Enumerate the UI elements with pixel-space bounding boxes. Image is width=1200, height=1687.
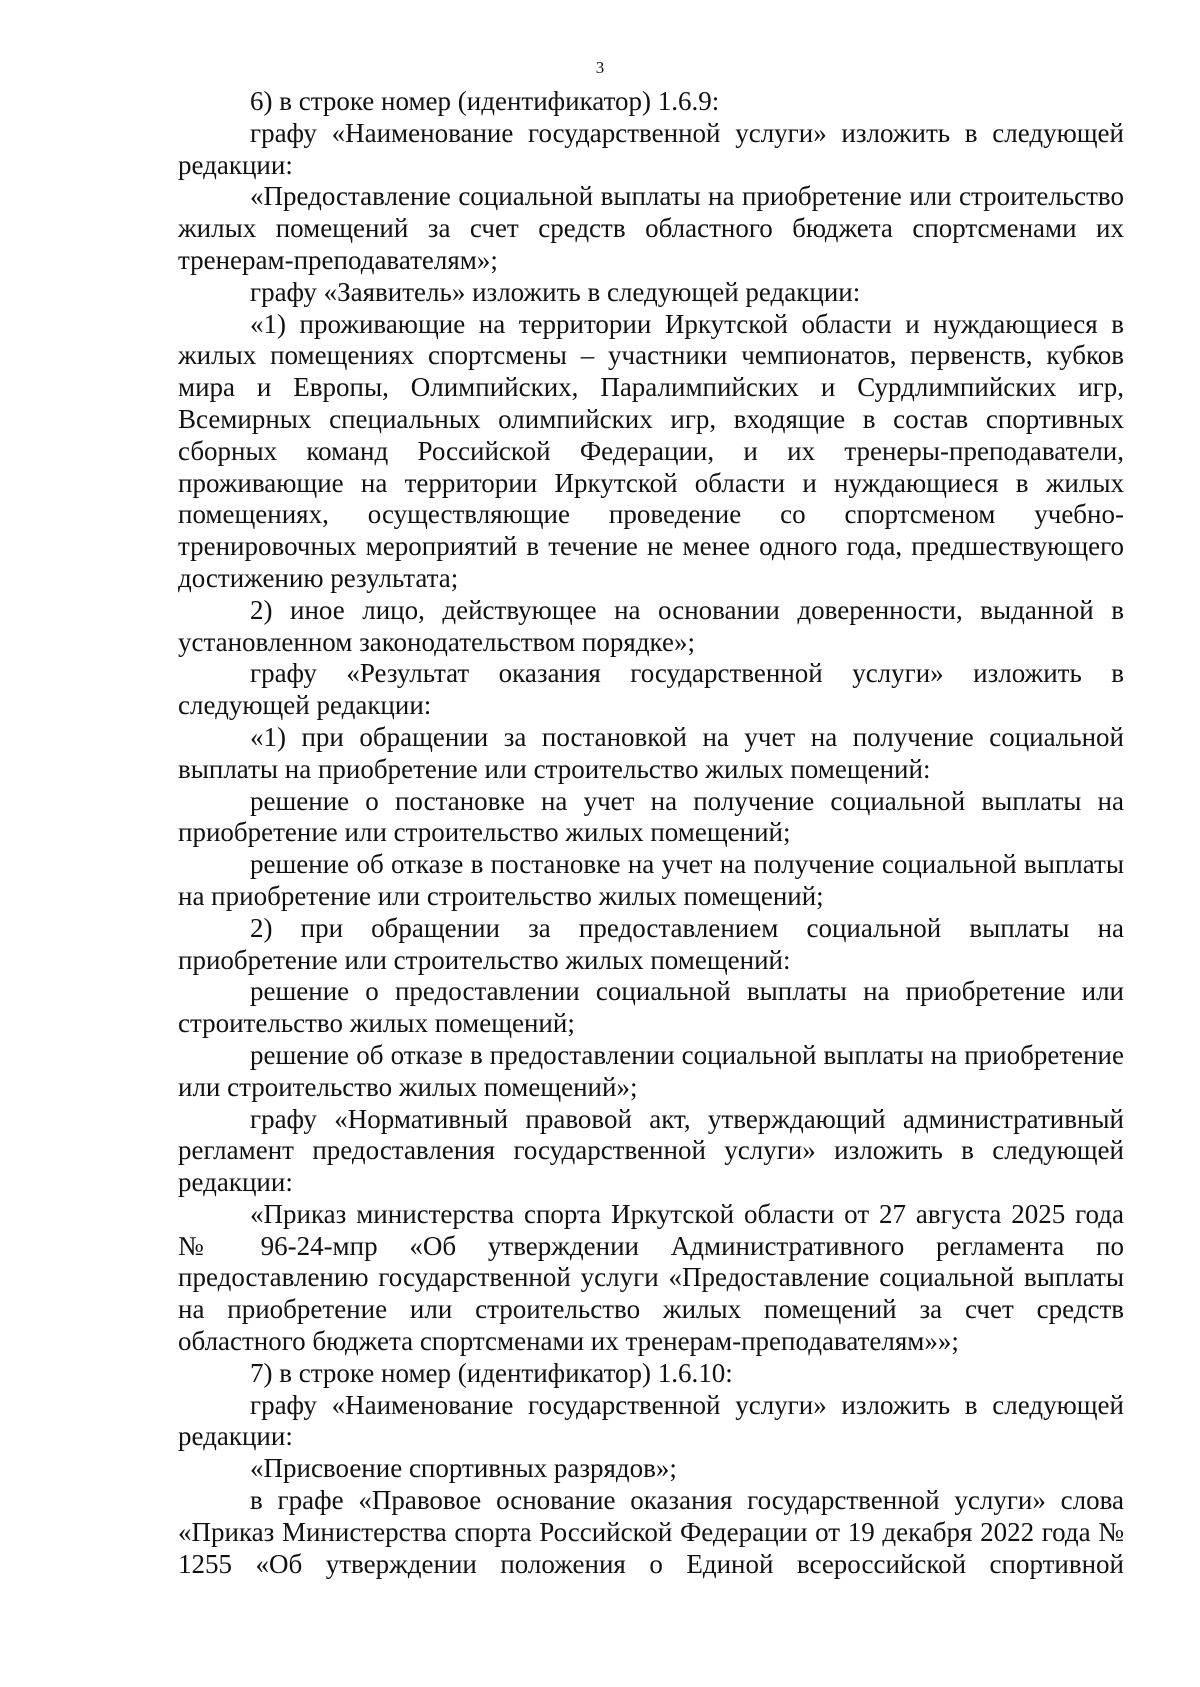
paragraph-service-name-instruction: графу «Наименование государственной услуги» изложить в следующей редакции: [178, 117, 1124, 180]
paragraph-applicant-instruction: графу «Заявитель» изложить в следующей редакции: [250, 276, 861, 307]
paragraph-result-1: «1) при обращении за постановкой на учет на получение социальной выплаты на приобретение или строительство жилых помещений: [178, 721, 1124, 784]
paragraph-service-name-text-2: «Присвоение спортивных разрядов»; [250, 1453, 677, 1484]
paragraph-result-1-decision-b: решение об отказе в постановке на учет на получение социальной выплаты на приобретение или строительство жилых помещений; [178, 849, 1124, 911]
paragraph-applicant-1: «1) проживающие на территории Иркутской области и нуждающиеся в жилых помещениях спортсмены – участники чемпионатов, первенств, кубков мира и Европы, Олимпийских, Паралимпийских и Сурдлимпийских игр, Всемирных специальных олимпийских игр, входящие в состав спортивных сборных команд Российской Федерации, и их тренеры-преподаватели, проживающие на территории Иркутской области и нуждающиеся в жилых помещениях, осуществляющие проведение со спортсменом учебно-тренировочных мероприятий в течение не менее одного года, предшествующего достижению результата; [178, 308, 1124, 593]
paragraph-applicant-2: 2) иное лицо, действующее на основании доверенности, выданной в установленном законодательством порядке»; [178, 594, 1124, 657]
paragraph-legal-act-text: «Приказ министерства спорта Иркутской области от 27 августа 2025 года № 96-24-мпр «Об утверждении Административного регламента по предоставлению государственной услуги «Предоставление социальной выплаты на приобретение или строительство жилых помещений за счет средств областного бюджета спортсменами их тренерам-преподавателям»»; [178, 1198, 1124, 1357]
paragraph-result-instruction: графу «Результат оказания государственной услуги» изложить в следующей редакции: [178, 658, 1124, 721]
paragraph-result-1-decision-a: решение о постановке на учет на получение социальной выплаты на приобретение или строительство жилых помещений; [178, 785, 1124, 848]
paragraph-item-6: 6) в строке номер (идентификатор) 1.6.9: [250, 86, 720, 116]
paragraph-result-2: 2) при обращении за предоставлением социальной выплаты на приобретение или строительство жилых помещений: [178, 912, 1124, 975]
document-body [178, 86, 1124, 1580]
paragraph-legal-act-instruction: графу «Нормативный правовой акт, утверждающий административный регламент предоставления государственной услуги» изложить в следующей редакции: [178, 1103, 1124, 1198]
paragraph-service-name-instruction-2: графу «Наименование государственной услуги» изложить в следующей редакции: [178, 1389, 1124, 1452]
paragraph-result-2-decision-b: решение об отказе в предоставлении социальной выплаты на приобретение или строительство жилых помещений»; [178, 1039, 1124, 1102]
paragraph-item-7: 7) в строке номер (идентификатор) 1.6.10: [250, 1357, 733, 1388]
paragraph-service-name-text: «Предоставление социальной выплаты на приобретение или строительство жилых помещений за счет средств областного бюджета спортсменами их тренерам-преподавателям»; [178, 181, 1124, 275]
page-number: 3 [595, 58, 605, 77]
paragraph-result-2-decision-a: решение о предоставлении социальной выплаты на приобретение или строительство жилых помещений; [178, 976, 1124, 1039]
paragraph-legal-basis: в графе «Правовое основание оказания государственной услуги» слова «Приказ Министерства спорта Российской Федерации от 19 декабря 2022 года № 1255 «Об утверждении положения о Единой всероссийской спортивной [178, 1485, 1124, 1579]
